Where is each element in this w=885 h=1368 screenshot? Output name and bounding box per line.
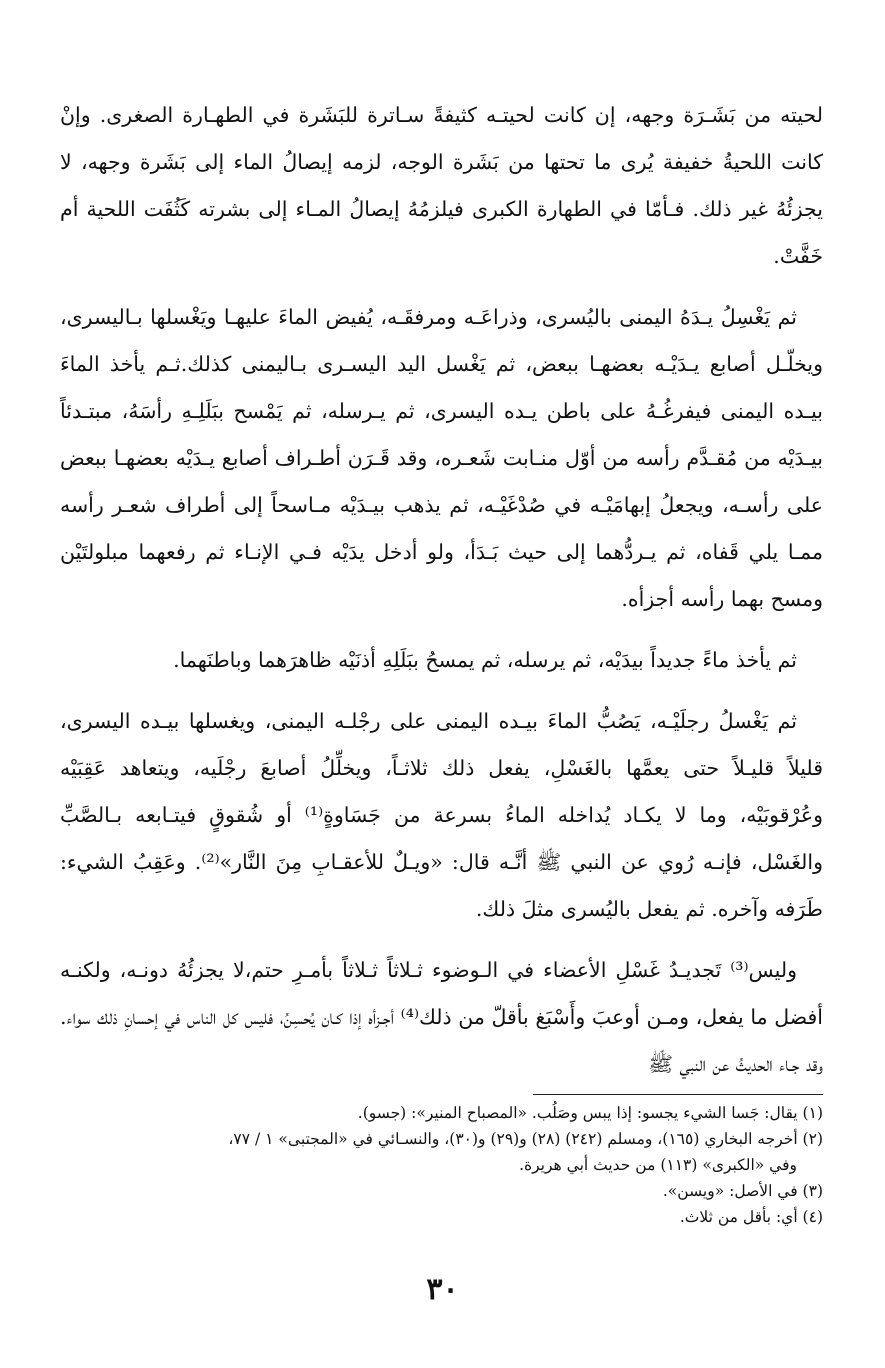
paragraph: ثم يَغْسلُ رجلَيْـه، يَصُبُّ الماءَ بيـده اليمنى على رجْلـه اليمنى، ويغسلها بيـده اليسرى، قليلاً قليـلاً حتى يعمَّها بالغَسْلِ، يفعل ذلك ثلاثـاً، ويخلِّلُ أصابعَ رجْلَيه، ويتعاهد عَقِبَيْه وعُرْقوبَيْه، وما لا يكـاد يُداخله الماءُ بسرعة من جَسَاوةٍ⁽¹⁾ أو شُقوقٍ فيتـابعه بـالصَّبِّ والغَسْل، فإنـه رُوي عن النبي ﷺ أنَّـه قال: «ويـلٌ للأعقـابِ مِنَ النَّار»⁽²⁾. وعَقِبُ الشيء: طَرَفه وآخره. ثم يفعل باليُسرى مثلَ ذلك.	[60, 709, 823, 921]
paragraph: ثم يأخذ ماءً جديداً بيدَيْه، ثم يرسله، ثم يمسحُ ببَلَلِهِ أذنَيْه ظاهرَهما وباطنَهما.	[173, 648, 797, 672]
footnote-divider	[533, 1094, 823, 1095]
paragraph: وليس⁽³⁾ تَجديـدُ غَسْلِ الأعضاء في الـوضوء ثـلاثاً ثـلاثاً بأمـرِ حتم،لا يجزئُهُ دونـه، ولكنـه أفضل ما يفعل، ومـن أوعبَ وأَسْبَغ بأقلّ من ذلك⁽⁴⁾ أجـزأه إذا كـان يُحسِنُ، فليس كل الناس في إحسانِ ذلك سواء. وقد جـاء الحديثُ عن النبي ﷺ	[60, 958, 823, 1076]
footnote: (٢) أخرجه البخاري (١٦٥)، ومسلم (٢٤٢) (٢٨) و(٢٩) و(٣٠)، والنسـائي في «المجتبى» ١ / ٧٧،	[228, 1130, 823, 1148]
footnote: (٤) أي: بأقل من ثلاث.	[679, 1208, 823, 1226]
paragraph: لحيته من بَشَـرَة وجهه، إن كانت لحيتـه كثيفةً سـاترة للبَشَرة في الطهـارة الصغرى. وإنْ كانت اللحيةُ خفيفة يُرى ما تحتها من بَشَرة الوجه، لزمه إيصالُ الماء إلى بَشَرة وجهه، لا يجزئُهُ غير ذلك. فـأمّا في الطهارة الكبرى فيلزمُهُ إيصالُ المـاء إلى بشرته كَثُفَت اللحية أم خَفَّتْ.	[60, 103, 823, 268]
footnote-continuation: وفي «الكبرى» (١١٣) من حديث أبي هريرة.	[519, 1156, 797, 1174]
page-number: ٣٠	[426, 1272, 459, 1307]
footnotes	[60, 1100, 823, 1230]
footnote: (١) يقال: جَسا الشيء يجسو: إذا يبس وصَلُب. «المصباح المنير»: (جسو).	[357, 1104, 823, 1122]
footnote: (٣) في الأصل: «ويسن».	[662, 1182, 823, 1200]
paragraph: ثم يَغْسِلُ يـدَهُ اليمنى باليُسرى، وذراعَـه ومرفقَـه، يُفيض الماءَ عليهـا ويَغْسلها بـاليسرى، ويخلّـل أصابع يـدَيْـه بعضهـا ببعض، ثم يَغْسل اليد اليسـرى بـاليمنى كذلك.ثـم يأخذ الماءَ بيـده اليمنى فيفرغُـهُ على باطن يـده اليسرى، ثم يـرسله، ثم يَمْسح ببَلَلِـهِ رأسَهُ، مبتـدئاً بيـدَيْه من مُقـدَّم رأسه من أوّل منـابت شَعـره، وقد قَـرَن أطـراف أصابع يـدَيْه بعضهـا ببعض على رأسـه، ويجعلُ إبهامَيْـه في صُدْغَيْـه، ثم يذهب بيـدَيْه مـاسحاً إلى أطراف شعـر رأسه ممـا يلي قَفاه، ثم يـردُّهما إلى حيث بَـدَأ، ولو أدخل يدَيْه فـي الإنـاء ثم رفعهما مبلولتَيْن ومسح بهما رأسه أجزأه.	[60, 305, 823, 611]
page-body	[60, 92, 823, 1102]
